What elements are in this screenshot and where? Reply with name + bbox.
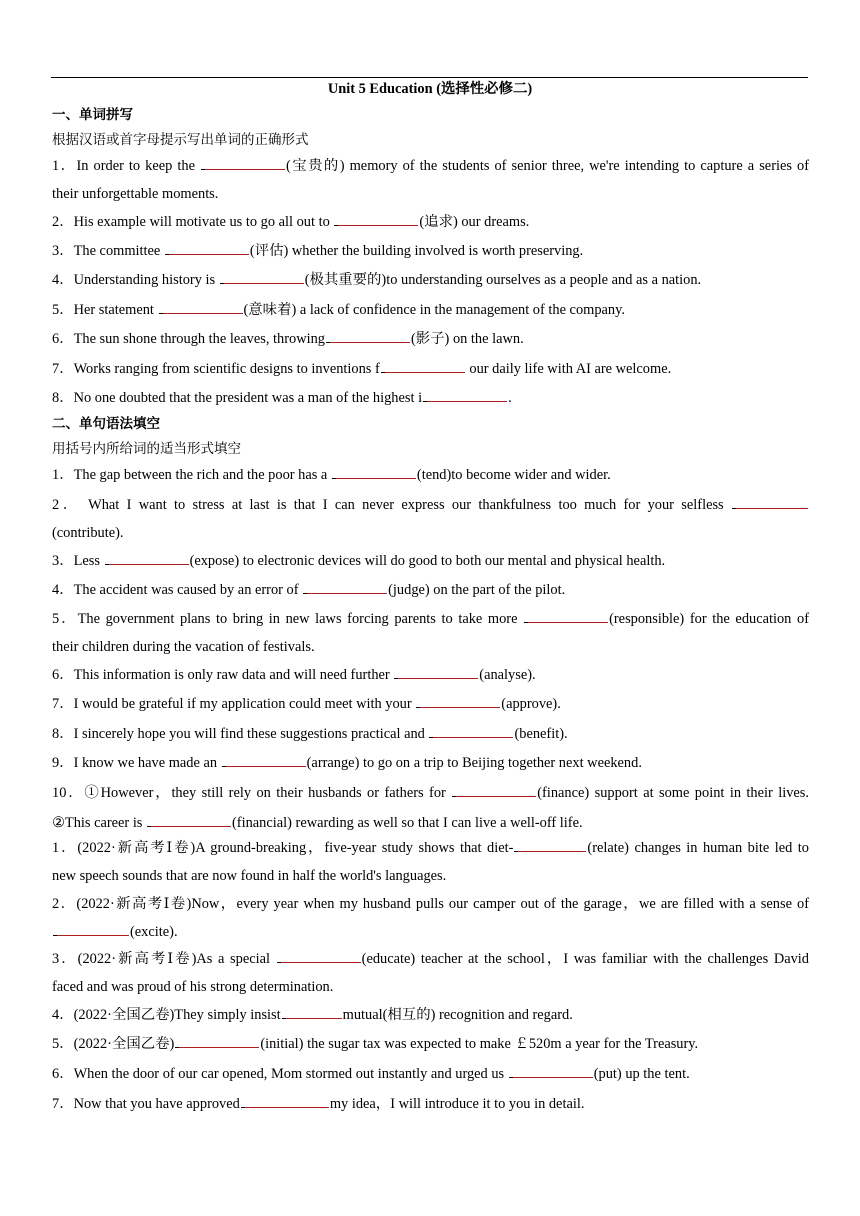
answer-blank[interactable] [159, 301, 243, 314]
question-line: 5．The government plans to bring in new laws forcing parents to take more (responsible) for the education of [52, 611, 809, 627]
question-line: 9．I know we have made an (arrange) to go on a trip to Beijing together next weekend. [52, 755, 642, 771]
question-line: faced and was proud of his strong determination. [52, 979, 334, 995]
question-line: 7．I would be grateful if my application could meet with your (approve). [52, 696, 561, 712]
section-instruction-grammar: 用括号内所给词的适当形式填空 [52, 441, 241, 457]
question-line: 6．When the door of our car opened, Mom stormed out instantly and urged us (put) up the tent. [52, 1066, 690, 1082]
question-line: 1．In order to keep the (宝贵的) memory of the students of senior three, we're intending to capture a series of [52, 158, 810, 174]
answer-blank[interactable] [303, 581, 387, 594]
answer-blank[interactable] [524, 610, 608, 623]
answer-blank[interactable] [53, 923, 129, 936]
answer-blank[interactable] [514, 839, 586, 852]
answer-blank[interactable] [429, 725, 513, 738]
question-line: 3．Less (expose) to electronic devices will do good to both our mental and physical health. [52, 553, 666, 569]
answer-blank[interactable] [423, 389, 507, 402]
answer-blank[interactable] [416, 695, 500, 708]
section-heading-spelling: 一、单词拼写 [52, 107, 133, 123]
question-line: ②This career is (financial) rewarding as well so that I can live a well-off life. [52, 815, 583, 831]
question-line: their children during the vacation of festivals. [52, 639, 315, 655]
section-heading-grammar: 二、单句语法填空 [52, 416, 160, 432]
section-instruction-spelling: 根据汉语或首字母提示写出单词的正确形式 [52, 132, 309, 148]
question-line: 4．(2022·全国乙卷)They simply insist mutual(相互的) recognition and regard. [52, 1007, 573, 1023]
question-line: 10．①However，they still rely on their husbands or fathers for (finance) support at some point in their lives. [52, 785, 810, 801]
question-line: (excite). [52, 923, 809, 941]
answer-blank[interactable] [105, 552, 189, 565]
question-line: 8．I sincerely hope you will find these suggestions practical and (benefit). [52, 726, 568, 742]
question-line: 8．No one doubted that the president was a man of the highest i . [52, 390, 512, 406]
header-rule [51, 77, 808, 78]
question-line: 1．(2022·新高考Ⅰ卷)A ground-breaking，five-year study shows that diet- (relate) changes in human bite led to [52, 840, 810, 856]
question-line: 7．Works ranging from scientific designs to inventions f our daily life with AI are welcome. [52, 361, 672, 377]
answer-blank[interactable] [220, 271, 304, 284]
answer-blank[interactable] [201, 157, 285, 170]
answer-blank[interactable] [509, 1065, 593, 1078]
question-line: their unforgettable moments. [52, 186, 219, 202]
question-line: 6．The sun shone through the leaves, throwing (影子) on the lawn. [52, 331, 524, 347]
answer-blank[interactable] [282, 1006, 342, 1019]
question-line: 3．(2022·新高考Ⅰ卷)As a special (educate) teacher at the school，I was familiar with the challenges David [52, 951, 809, 967]
question-line: 4．The accident was caused by an error of (judge) on the part of the pilot. [52, 582, 566, 598]
document-title: Unit 5 Education (选择性必修二) [327, 81, 533, 97]
question-line: 3．The committee (评估) whether the building involved is worth preserving. [52, 243, 584, 259]
answer-blank[interactable] [334, 213, 418, 226]
answer-blank[interactable] [222, 754, 306, 767]
answer-blank[interactable] [165, 242, 249, 255]
question-line: 5．Her statement (意味着) a lack of confidence in the management of the company. [52, 302, 625, 318]
question-line: 2． What I want to stress at last is that I can never express our thankfulness too much for your selfless [52, 496, 809, 514]
question-line: 5．(2022·全国乙卷) (initial) the sugar tax was expected to make ￡520m a year for the Treasury. [52, 1036, 699, 1052]
question-line: 7．Now that you have approved my idea，I will introduce it to you in detail. [52, 1096, 585, 1112]
answer-blank[interactable] [381, 360, 465, 373]
question-line: 2．(2022·新高考Ⅰ卷)Now，every year when my husband pulls our camper out of the garage，we are filled with a sense of [52, 896, 809, 912]
question-line: 6．This information is only raw data and will need further (analyse). [52, 667, 536, 683]
answer-blank[interactable] [175, 1035, 259, 1048]
answer-blank[interactable] [332, 466, 416, 479]
answer-blank[interactable] [394, 666, 478, 679]
question-line: new speech sounds that are now found in half the world's languages. [52, 868, 447, 884]
answer-blank[interactable] [452, 784, 536, 797]
answer-blank[interactable] [277, 950, 361, 963]
question-line: 2．His example will motivate us to go all out to (追求) our dreams. [52, 214, 530, 230]
question-line: 4．Understanding history is (极其重要的)to understanding ourselves as a people and as a nation. [52, 272, 702, 288]
question-line: (contribute). [52, 525, 124, 541]
answer-blank[interactable] [326, 330, 410, 343]
question-line: 1．The gap between the rich and the poor has a (tend)to become wider and wider. [52, 467, 611, 483]
answer-blank[interactable] [147, 814, 231, 827]
answer-blank[interactable] [732, 496, 808, 509]
answer-blank[interactable] [241, 1095, 329, 1108]
